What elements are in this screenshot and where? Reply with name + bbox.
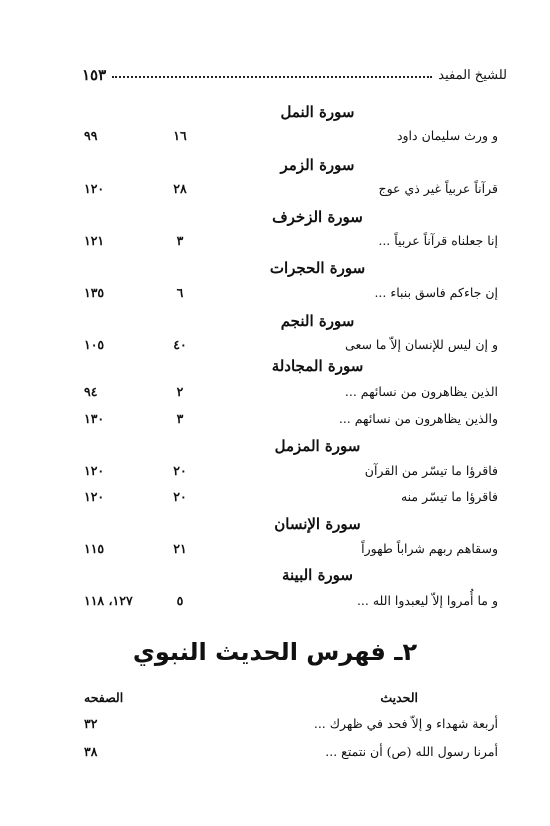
verse-text: وسقاهم ربهم شراباً طهوراً (361, 541, 498, 556)
column-header-page: الصفحه (84, 690, 124, 705)
verse-text: إنا جعلناه قرآناً عربياً ... (378, 233, 498, 248)
page-ref: ١٣٠ (84, 411, 105, 426)
verse-number: ٦ (176, 285, 184, 300)
running-title: للشيخ المفيد (438, 67, 507, 83)
verse-row (0, 593, 550, 613)
verse-number: ٣ (176, 411, 184, 426)
surah-heading: سورة المجادلة (271, 357, 364, 375)
verse-text: الذين يظاهرون من نسائهم ... (344, 384, 498, 399)
surah-heading: سورة الزمر (280, 156, 355, 174)
verse-row (0, 489, 550, 509)
page-ref: ١٢٠ (84, 489, 105, 504)
verse-text: فاقرؤا ما تيسّر من القرآن (364, 463, 498, 478)
page-ref: ١٢٧، ١١٨ (84, 593, 133, 608)
verse-text: و إن ليس للإنسان إلاّ ما سعى (345, 337, 498, 352)
page-ref: ٩٤ (84, 384, 98, 399)
page-ref: ١٢١ (84, 233, 105, 248)
verse-text: فاقرؤا ما تيسّر منه (400, 489, 498, 504)
verse-text: قرآناً عربياً غير ذي عوج (378, 181, 498, 196)
page-ref: ٩٩ (84, 128, 98, 143)
hadith-text: أربعة شهداء و إلاّ فحد في ظهرك ... (313, 716, 498, 731)
verse-text: و ما أُمروا إلاّ ليعبدوا الله ... (356, 593, 498, 608)
verse-row (0, 463, 550, 483)
verse-row (0, 541, 550, 561)
surah-heading: سورة النجم (280, 312, 355, 330)
page-ref: ١٠٥ (84, 337, 105, 352)
hadith-page: ٣٢ (84, 716, 98, 731)
page-number: ١٥٣ (82, 66, 107, 84)
surah-heading: سورة الزخرف (272, 208, 363, 226)
verse-number: ٢٠ (173, 489, 187, 504)
surah-heading: سورة الحجرات (269, 259, 366, 277)
verse-number: ٢٠ (173, 463, 187, 478)
verse-row (0, 233, 550, 253)
surah-heading: سورة النمل (280, 103, 355, 121)
hadith-page: ٣٨ (84, 744, 98, 759)
verse-text: والذين يظاهرون من نسائهم ... (338, 411, 498, 426)
section-title: ٢ـ فهرس الحديث النبوي (132, 638, 418, 666)
hadith-text: أمرنا رسول الله (ص) أن نتمتع ... (325, 744, 498, 759)
verse-text: و ورث سليمان داود (396, 128, 498, 143)
verse-number: ٢ (176, 384, 184, 399)
page-ref: ١١٥ (84, 541, 105, 556)
verse-number: ٢١ (173, 541, 187, 556)
column-header-hadith: الحديث (380, 690, 418, 705)
verse-row (0, 285, 550, 305)
verse-row (0, 411, 550, 431)
surah-heading: سورة الإنسان (274, 515, 361, 533)
surah-heading: سورة البينة (281, 566, 353, 584)
header-dot-leader (112, 76, 432, 78)
verse-row (0, 128, 550, 148)
page-ref: ١٢٠ (84, 181, 105, 196)
page-ref: ١٣٥ (84, 285, 105, 300)
verse-number: ٢٨ (173, 181, 187, 196)
verse-number: ١٦ (173, 128, 187, 143)
verse-row (0, 181, 550, 201)
page-header (82, 66, 507, 84)
verse-number: ٥ (176, 593, 184, 608)
verse-text: إن جاءكم فاسق بنباء ... (374, 285, 498, 300)
page-ref: ١٢٠ (84, 463, 105, 478)
verse-number: ٤٠ (173, 337, 187, 352)
verse-number: ٣ (176, 233, 184, 248)
verse-row (0, 337, 550, 357)
verse-row (0, 384, 550, 404)
surah-heading: سورة المزمل (274, 437, 361, 455)
